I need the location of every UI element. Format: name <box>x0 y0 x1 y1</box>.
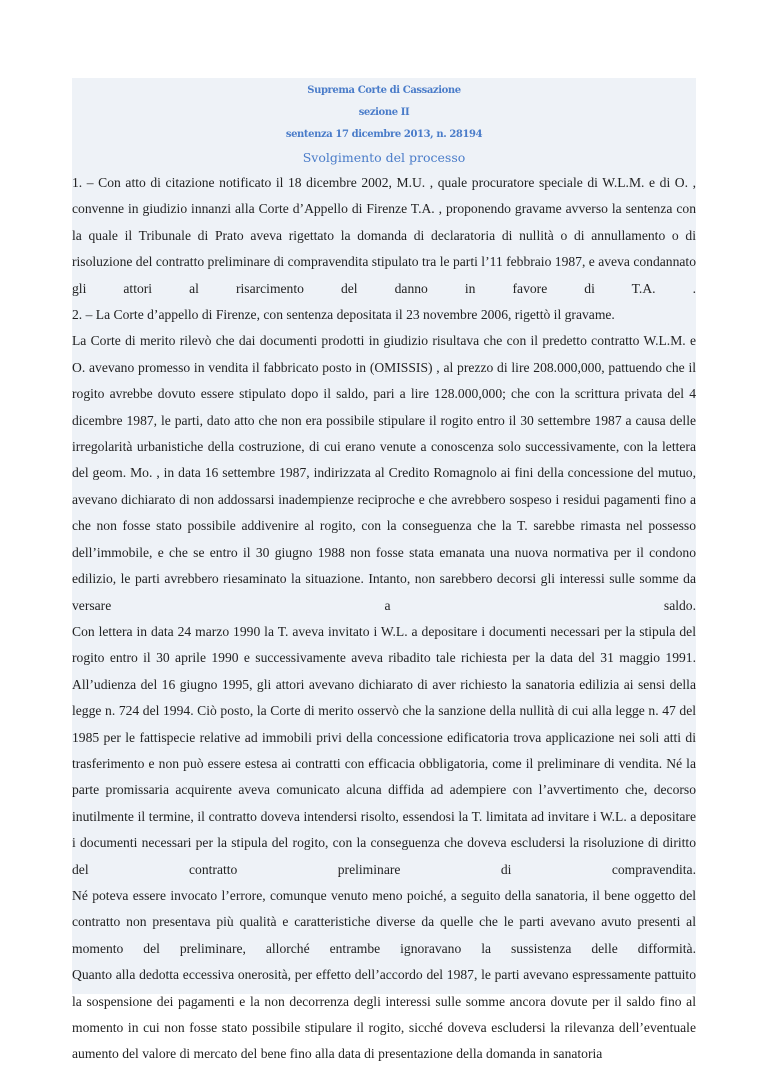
paragraph-2: 2. – La Corte d’appello di Firenze, con sentenza depositata il 23 novembre 2006, rigettò il gravame. <box>72 307 615 323</box>
section-title: sezione II <box>358 107 410 118</box>
section-heading: Svolgimento del processo <box>302 150 466 165</box>
court-title: Suprema Corte di Cassazione <box>307 85 461 96</box>
document-header <box>72 78 696 170</box>
document-body <box>72 170 696 1068</box>
sentence-title: sentenza 17 dicembre 2013, n. 28194 <box>285 129 483 140</box>
paragraph-1: 1. – Con atto di citazione notificato il 18 dicembre 2002, M.U. , quale procuratore speciale di W.L.M. e di O. , convenne in giudizio innanzi alla Corte d’Appello di Firenze T.A. , proponendo gravame avverso la sentenza con la quale il Tribunale di Prato aveva rigettato la domanda di declaratoria di nullità o di annullamento o di risoluzione del contratto preliminare di compravendita stipulato tra le parti l’11 febbraio 1987, e aveva condannato gli attori al risarcimento del danno in favore di T.A. . <box>72 175 696 296</box>
paragraph-4: Con lettera in data 24 marzo 1990 la T. aveva invitato i W.L. a depositare i documenti necessari per la stipula del rogito entro il 30 aprile 1990 e successivamente aveva ribadito tale richiesta per la data del 31 maggio 1991. All’udienza del 16 giugno 1995, gli attori avevano dichiarato di aver richiesto la sanatoria edilizia ai sensi della legge n. 724 del 1994. Ciò posto, la Corte di merito osservò che la sanzione della nullità di cui alla legge n. 47 del 1985 per le fattispecie relative ad immobili privi della concessione edificatoria trova applicazione nei soli atti di trasferimento e non può essere estesa ai contratti con efficacia obbligatoria, come il preliminare di vendita. Né la parte promissaria acquirente aveva comunicato alcuna diffida ad adempiere con l’avvertimento che, decorso inutilmente il termine, il contratto doveva intendersi risolto, essendosi la T. limitata ad invitare i W.L. a depositare i documenti necessari per la stipula del rogito, con la conseguenza che doveva escludersi la risoluzione di diritto del contratto preliminare di compravendita. <box>72 623 696 877</box>
paragraph-5: Né poteva essere invocato l’errore, comunque venuto meno poiché, a seguito della sanatoria, il bene oggetto del contratto non presentava più qualità e caratteristiche diverse da quelle che le parti avevano avuto presenti al momento del preliminare, allorché entrambe ignoravano la sussistenza delle difformità. <box>72 887 696 956</box>
paragraph-3: La Corte di merito rilevò che dai documenti prodotti in giudizio risultava che con il predetto contratto W.L.M. e O. avevano promesso in vendita il fabbricato posto in (OMISSIS) , al prezzo di lire 208.000,000, pattuendo che il rogito avrebbe dovuto essere stipulato dopo il saldo, pari a lire 128.000,000; che con la scrittura privata del 4 dicembre 1987, le parti, dato atto che non era possibile stipulare il rogito entro il 30 settembre 1987 a causa delle irregolarità urbanistiche della costruzione, di cui erano venute a conoscenza solo successivamente, con la lettera del geom. Mo. , in data 16 settembre 1987, indirizzata al Credito Romagnolo ai fini della concessione del mutuo, avevano dichiarato di non addossarsi inadempienze reciproche e che avrebbero sospeso i residui pagamenti fino a che non fosse stato possibile addivenire al rogito, con la conseguenza che la T. sarebbe rimasta nel possesso dell’immobile, e che se entro il 30 giugno 1988 non fosse stata emanata una nuova normativa per il condono edilizio, le parti avrebbero riesaminato la situazione. Intanto, non sarebbero decorsi gli interessi sulle somme da versare a saldo. <box>72 333 696 613</box>
paragraph-6: Quanto alla dedotta eccessiva onerosità, per effetto dell’accordo del 1987, le parti avevano espressamente pattuito la sospensione dei pagamenti e la non decorrenza degli interessi sulle somme ancora dovute per il saldo fino al momento in cui non fosse stato possibile stipulare il rogito, sicché doveva escludersi la rilevanza dell’eventuale aumento del valore di mercato del bene fino alla data di presentazione della domanda in sanatoria <box>72 967 696 1062</box>
